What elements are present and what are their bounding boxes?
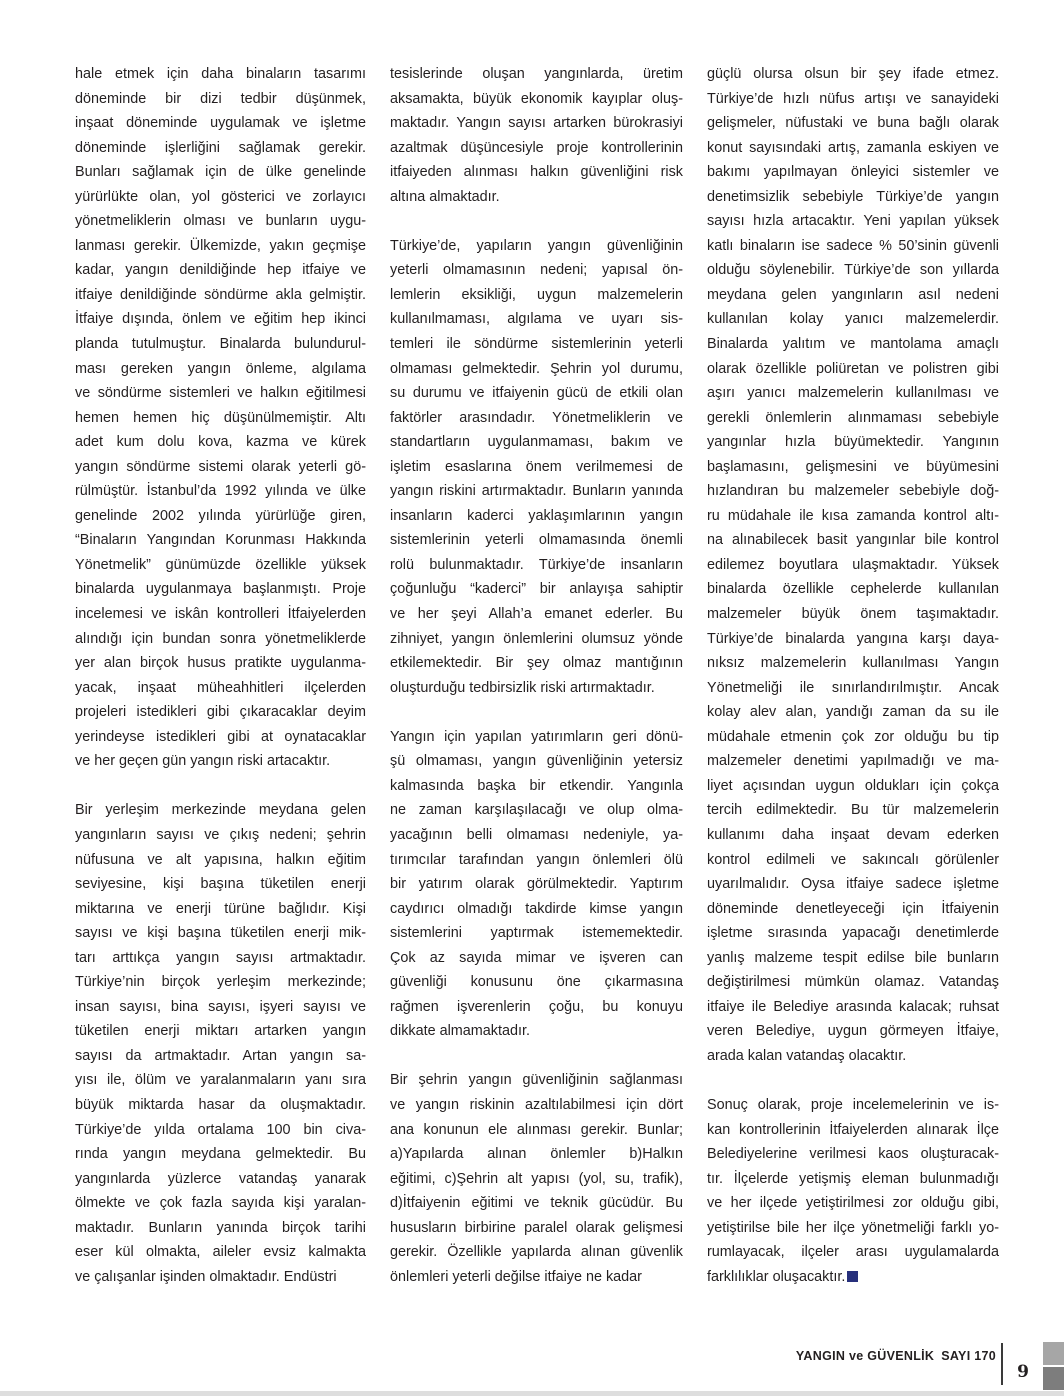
text-line: ve çalışanlar işinden olmaktadır. Endüstri bbox=[75, 1268, 337, 1285]
running-footer bbox=[796, 1349, 996, 1363]
text-line: hemen hemen hiç düşünülmemiştir. Altı bbox=[75, 409, 366, 426]
text-line: sayısı hızla artacaktır. Yeni yapılan yüksek bbox=[707, 213, 999, 230]
text-line: caydırıcı olmadığı takdirde kimse yangın bbox=[390, 900, 683, 917]
magazine-title: YANGIN ve GÜVENLİK bbox=[795, 1349, 935, 1363]
text-line: ve söndürme sistemleri ve halkın eğitilmesi bbox=[75, 385, 366, 402]
text-line: yangınlarda yüzlerce vatandaş yanarak bbox=[75, 1170, 366, 1187]
text-line: döneminde bir dizi tedbir düşünmek, bbox=[75, 90, 366, 107]
text-line: sistemlerinin yeterli olmamasında önemli bbox=[390, 532, 683, 549]
text-line: yangınlar hızla büyümektedir. Yangının bbox=[707, 434, 999, 451]
text-line: Yangın için yapılan yatırımların geri dönü- bbox=[390, 728, 683, 745]
text-line: edilemez boyutlara ulaşmaktadır. Yüksek bbox=[707, 556, 999, 573]
text-line: genelinde 2002 yılında yürürlüğe giren, bbox=[75, 507, 366, 524]
text-line: etkilemektedir. Bir şey olmaz mantığının bbox=[390, 655, 683, 672]
text-line: çoğunluğu “kaderci” bir anlayışa sahiptir bbox=[390, 581, 683, 598]
paragraph bbox=[75, 798, 366, 1289]
text-line: altına almaktadır. bbox=[390, 188, 500, 205]
text-line: Bir yerleşim merkezinde meydana gelen bbox=[75, 802, 366, 819]
text-line: ru müdahale ile kısa zamanda kontrol altı- bbox=[707, 507, 999, 524]
text-line: ve yangın riskinin azaltılabilmesi için dört bbox=[390, 1096, 683, 1113]
text-line: ması gereken yangın önleme, algılama bbox=[75, 360, 366, 377]
text-line: rında yangın meydana gelmektedir. Bu bbox=[75, 1146, 366, 1163]
paragraph bbox=[707, 1093, 999, 1289]
text-line: adet kum dolu kova, kazma ve kürek bbox=[75, 434, 366, 451]
text-column-2 bbox=[390, 62, 683, 1289]
text-line: değiştirilmesi mümkün olamaz. Vatandaş bbox=[707, 974, 999, 991]
footer-divider bbox=[1001, 1343, 1003, 1385]
text-line: sayısı da artmaktadır. Artan yangın sa- bbox=[75, 1047, 366, 1064]
text-line: seviyesine, kişi başına tüketilen enerji bbox=[75, 876, 366, 893]
text-line: aşırı yanıcı malzemelerin kullanılması ve bbox=[707, 385, 999, 402]
text-line: lemlerin eksikliği, uygun malzemelerin bbox=[390, 286, 683, 303]
text-line: yacağının belli olmaması nedeniyle, ya- bbox=[390, 826, 683, 843]
text-line: tarı arttıkça yangın sayısı artmaktadır. bbox=[75, 949, 366, 966]
text-line: gerekir. Özellikle yapılarda alınan güvenlik bbox=[390, 1244, 683, 1261]
text-line: müdahale etmenin çok zor olduğu bu tip bbox=[707, 728, 999, 745]
text-line: dikkate almamaktadır. bbox=[390, 1023, 530, 1040]
text-line: uyarılmalıdır. Oysa itfaiye sadece işletme bbox=[707, 876, 999, 893]
text-line: nıksız malzemelerin kullanılması Yangın bbox=[707, 655, 999, 672]
text-line: ve her şeyi Allah’a emanet ederler. Bu bbox=[390, 606, 683, 623]
text-line: yer alan birçok husus pratikte uygulanma- bbox=[75, 655, 366, 672]
text-line: miktarına ve enerji türüne bağlıdır. Kişi bbox=[75, 900, 366, 917]
text-line: kullanılmaması, algılama ve uyarı sis- bbox=[390, 311, 683, 328]
text-line: insan sayısı, bina sayısı, işyeri sayısı ve bbox=[75, 998, 366, 1015]
text-line: önlemleri yeterli değilse itfaiye ne kadar bbox=[390, 1268, 642, 1285]
text-line: yacak, inşaat müheahhitleri ilçelerden bbox=[75, 679, 366, 696]
text-line: “Binaların Yangından Korunması Hakkında bbox=[75, 532, 366, 549]
text-line: na alınabilecek basit yangınlar bile kontrol bbox=[707, 532, 999, 549]
text-line: yangınların sayısı ve çıkış nedeni; şehrin bbox=[75, 826, 366, 843]
text-line: yanlış malzeme tespit edilse bile bunların bbox=[707, 949, 999, 966]
text-line: itfaiye ile Belediye arasında kalacak; ruhsat bbox=[707, 998, 999, 1015]
text-line: Sonuç olarak, proje incelemelerinin ve is- bbox=[707, 1096, 999, 1113]
text-line: rülmüştür. İstanbul’da 1992 yılında ve ülke bbox=[75, 483, 366, 500]
text-line: yısı ile, ölüm ve yaralanmaların yanı sıra bbox=[75, 1072, 366, 1089]
paragraph bbox=[390, 234, 683, 700]
text-line: rolü bulunmaktadır. Türkiye’de insanların bbox=[390, 556, 683, 573]
text-line: rağmen işverenlerin çoğu, bu konuyu bbox=[390, 998, 683, 1015]
paragraph bbox=[707, 62, 999, 1068]
text-line: yönetmeliklerin olması ve bunların uygu- bbox=[75, 213, 366, 230]
end-mark-square-icon bbox=[847, 1271, 858, 1282]
text-line: hususların birbirine paralel olarak gelişmesi bbox=[390, 1219, 683, 1236]
text-line: güvenliği konusunu öne çıkarmasına bbox=[390, 974, 683, 991]
text-line: su durumu ve itfaiyenin gücü de etkili olan bbox=[390, 385, 683, 402]
text-line: hale etmek için daha binaların tasarımı bbox=[75, 66, 366, 82]
text-line: döneminde işlerliğini sağlamak gerekir. bbox=[75, 139, 366, 156]
text-line: ana konunun ele alınması gerekir. Bunlar; bbox=[390, 1121, 683, 1138]
text-line: yeterli olmamasının nedeni; yapısal ön- bbox=[390, 262, 683, 279]
text-line: güçlü olursa olsun bir şey ifade etmez. bbox=[707, 66, 999, 82]
text-line: alındığı için bundan sonra yönetmeliklerde bbox=[75, 630, 366, 647]
text-line: itfaiye denildiğinde söndürme akla gelmiştir. bbox=[75, 286, 366, 303]
text-line: Binalarda yalıtım ve mantolama amaçlı bbox=[707, 336, 999, 353]
text-line: yürürlükte olan, yol gösterici ve zorlayıcı bbox=[75, 188, 366, 205]
text-line: Türkiye’nin birçok yerleşim merkezinde; bbox=[75, 974, 366, 991]
text-line: tır. İlçelerde yetişmiş eleman bulunmadığı bbox=[707, 1170, 999, 1187]
text-line: binalarda uygulanmaya başlanmıştı. Proje bbox=[75, 581, 366, 598]
text-line: tırımcılar tarafından yangın önlemleri ölü bbox=[390, 851, 683, 868]
text-line: Yönetmeliği ile sınırlandırılmıştır. Ancak bbox=[707, 679, 999, 696]
text-line: standartların uygulanmaması, bakım ve bbox=[390, 434, 683, 451]
text-line: kalmasında başka bir etkendir. Yangınla bbox=[390, 777, 683, 794]
text-line: sistemlerini yaptırmak istememektedir. bbox=[390, 925, 683, 942]
text-line: azaltmak düşüncesiyle proje kontrollerinin bbox=[390, 139, 683, 156]
text-line: arada kalan vatandaş olacaktır. bbox=[707, 1047, 907, 1064]
text-line: malzemeler büyük önem taşımaktadır. bbox=[707, 606, 999, 623]
text-line: işletim esaslarına önem verilmemesi de bbox=[390, 458, 683, 475]
text-line: olmaması gelmektedir. Şehrin yol durumu, bbox=[390, 360, 683, 377]
text-line: yetiştirilse bile her ilçe yönetmeliği farklı yo- bbox=[707, 1219, 999, 1236]
bottom-edge-band bbox=[0, 1391, 1064, 1396]
text-line: gelişmeler, nüfustaki ve buna bağlı olarak bbox=[707, 115, 999, 132]
text-line: ölmekte ve çok fazla sayıda kişi yaralan- bbox=[75, 1195, 366, 1212]
text-line: rumlayacak, ilçeler arası uygulamalarda bbox=[707, 1244, 999, 1261]
text-line: meydana gelen yangınların asıl nedeni bbox=[707, 286, 999, 303]
text-line: başlamasını, gelişmesini ve büyümesini bbox=[707, 458, 999, 475]
text-line: tüketilen enerji miktarı artarken yangın bbox=[75, 1023, 366, 1040]
text-line: sayısı ve kişi başına tüketilen enerji mik- bbox=[75, 925, 366, 942]
page-number: 9 bbox=[1017, 1362, 1029, 1382]
text-line: kullanımı daha inşaat devam ederken bbox=[707, 826, 999, 843]
text-line: bakımı yapılmayan önleyici sistemler ve bbox=[707, 164, 999, 181]
text-line: kadar, yangın denildiğinde hep itfaiye ve bbox=[75, 262, 366, 279]
text-line: bir yatırım olarak görülmektedir. Yaptırım bbox=[390, 876, 683, 893]
text-line: itfaiyeden alınması halkın güvenliğini risk bbox=[390, 164, 683, 181]
text-line: olarak özellikle poliüretan ve polistren gibi bbox=[707, 360, 999, 377]
text-line: katlı binaların ise sadece % 50’sinin güvenli bbox=[707, 237, 999, 254]
text-line: kontrol edilmeli ve sakıncalı görülenler bbox=[707, 851, 999, 868]
text-line: d)İtfaiyenin eğitimi ve teknik gücüdür. Bu bbox=[390, 1195, 683, 1212]
text-line: kolay alev alan, yandığı zaman da su ile bbox=[707, 704, 999, 721]
text-line: hızlandıran bu malzemeler sebebiyle doğ- bbox=[707, 483, 999, 500]
text-line: işletme sırasında yapacağı denetimlerde bbox=[707, 925, 999, 942]
paragraph bbox=[75, 62, 366, 774]
text-line: Türkiye’de hızlı nüfus artışı ve sanayideki bbox=[707, 90, 999, 107]
text-line: yangın söndürme sistemi olarak yeterli gö- bbox=[75, 458, 366, 475]
text-line: eser kül olmakta, aileler evsiz kalmakta bbox=[75, 1244, 366, 1261]
text-line: liyet açısından uygun oldukları için çokça bbox=[707, 777, 999, 794]
text-line: yangın riskini artırmaktadır. Bunların yanında bbox=[390, 483, 683, 500]
text-line: kullanılan kolay yanıcı malzemelerdir. bbox=[707, 311, 999, 328]
paragraph bbox=[390, 725, 683, 1044]
text-line: Türkiye’de binalarda yangına karşı daya- bbox=[707, 630, 999, 647]
text-line: farklılıklar oluşacaktır. bbox=[707, 1265, 999, 1290]
text-line: büyük miktarda hasar da oluşmaktadır. bbox=[75, 1096, 366, 1113]
text-line: Bir şehrin yangın güvenliğinin sağlanması bbox=[390, 1072, 683, 1089]
text-line: malzemeler denetimi yapılmadığı ve ma- bbox=[707, 753, 999, 770]
text-line: projeleri istedikleri gibi çıkaracaklar deyim bbox=[75, 704, 366, 721]
edge-tab-dark bbox=[1043, 1367, 1064, 1390]
text-line: olduğu söylenebilir. Türkiye’de son yıllarda bbox=[707, 262, 999, 279]
text-line: aksamakta, büyük ekonomik kayıplar oluş- bbox=[390, 90, 683, 107]
text-line: binalarda özellikle cephelerde kullanılan bbox=[707, 581, 999, 598]
text-line: Türkiye’de yılda ortalama 100 bin civa- bbox=[75, 1121, 366, 1138]
text-line: maktadır. Yangın sayısı artarken bürokrasiyi bbox=[390, 115, 683, 132]
text-line: Bunları sağlamak için de ülke genelinde bbox=[75, 164, 366, 181]
text-line: tesislerinde oluşan yangınlarda, üretim bbox=[390, 66, 683, 82]
text-line: zihniyet, yangın önlemlerini olumsuz yönde bbox=[390, 630, 683, 647]
text-line: nüfusuna ve alt yapısına, halkın eğitim bbox=[75, 851, 366, 868]
paragraph bbox=[390, 1068, 683, 1289]
text-line: tercih edilmektedir. Bu tür malzemelerin bbox=[707, 802, 999, 819]
text-line: döneminde denetleyeceği için İtfaiyenin bbox=[707, 900, 999, 917]
text-line: lanması gerekir. Ülkemizde, yakın geçmişe bbox=[75, 237, 366, 254]
text-line: kan kontrollerinin İtfaiyelerden alınarak İlçe bbox=[707, 1121, 999, 1138]
text-line: denetimsizlik sebebiyle Türkiye’de yangın bbox=[707, 188, 999, 205]
text-line: temleri ile söndürme sistemlerinin yeterli bbox=[390, 336, 683, 353]
text-line: planda tutulmuştur. Binalarda bulundurul- bbox=[75, 336, 366, 353]
text-line: ne zaman karşılaşılacağı ve olup olma- bbox=[390, 802, 683, 819]
text-column-3 bbox=[707, 62, 999, 1289]
text-line: Yönetmelik” günümüzde özellikle yüksek bbox=[75, 556, 366, 573]
text-line: incelemesi ve iskân kontrolleri İtfaiyelerden bbox=[75, 606, 366, 623]
text-line: oluşturduğu tedbirsizlik riski artırmaktadır. bbox=[390, 679, 655, 696]
text-line: inşaat döneminde uygulamak ve işletme bbox=[75, 115, 366, 132]
paragraph bbox=[390, 62, 683, 209]
text-line: konut sayısındaki artış, zamanla eskiyen ve bbox=[707, 139, 999, 156]
text-line: şü olmaması, yangın güvenliğinin yetersiz bbox=[390, 753, 683, 770]
text-line: veren Belediye, uygun görmeyen İtfaiye, bbox=[707, 1023, 999, 1040]
text-line: İtfaiye dışında, önlem ve eğitim hep ikinci bbox=[75, 311, 366, 328]
text-line: yerindeyse istedikleri gibi at oynatacaklar bbox=[75, 728, 366, 745]
text-line: faktörler arasındadır. Yönetmeliklerin ve bbox=[390, 409, 683, 426]
text-line: gerekli önlemlerin alınmaması sebebiyle bbox=[707, 409, 999, 426]
text-line: maktadır. Bunların yanında birçok tarihi bbox=[75, 1219, 366, 1236]
text-line: Belediyelerine verilmesi kaos oluşturacak- bbox=[707, 1146, 999, 1163]
text-column-1 bbox=[75, 62, 366, 1289]
text-line: insanların kaderci yaklaşımlarının yangın bbox=[390, 507, 683, 524]
text-line: Türkiye’de, yapıların yangın güvenliğinin bbox=[390, 237, 683, 254]
text-line: a)Yapılarda alınan önlemler b)Halkın bbox=[390, 1146, 683, 1163]
text-line: ve her geçen gün yangın riski artacaktır. bbox=[75, 753, 331, 770]
text-line: ve her ilçede yetiştirilmesi zor olduğu gibi, bbox=[707, 1195, 999, 1212]
issue-number: SAYI 170 bbox=[941, 1349, 996, 1363]
edge-tab-light bbox=[1043, 1342, 1064, 1365]
text-line: Çok az sayıda mimar ve işveren can bbox=[390, 949, 683, 966]
text-line: eğitimi, c)Şehrin alt yapısı (yol, su, trafik), bbox=[390, 1170, 683, 1187]
